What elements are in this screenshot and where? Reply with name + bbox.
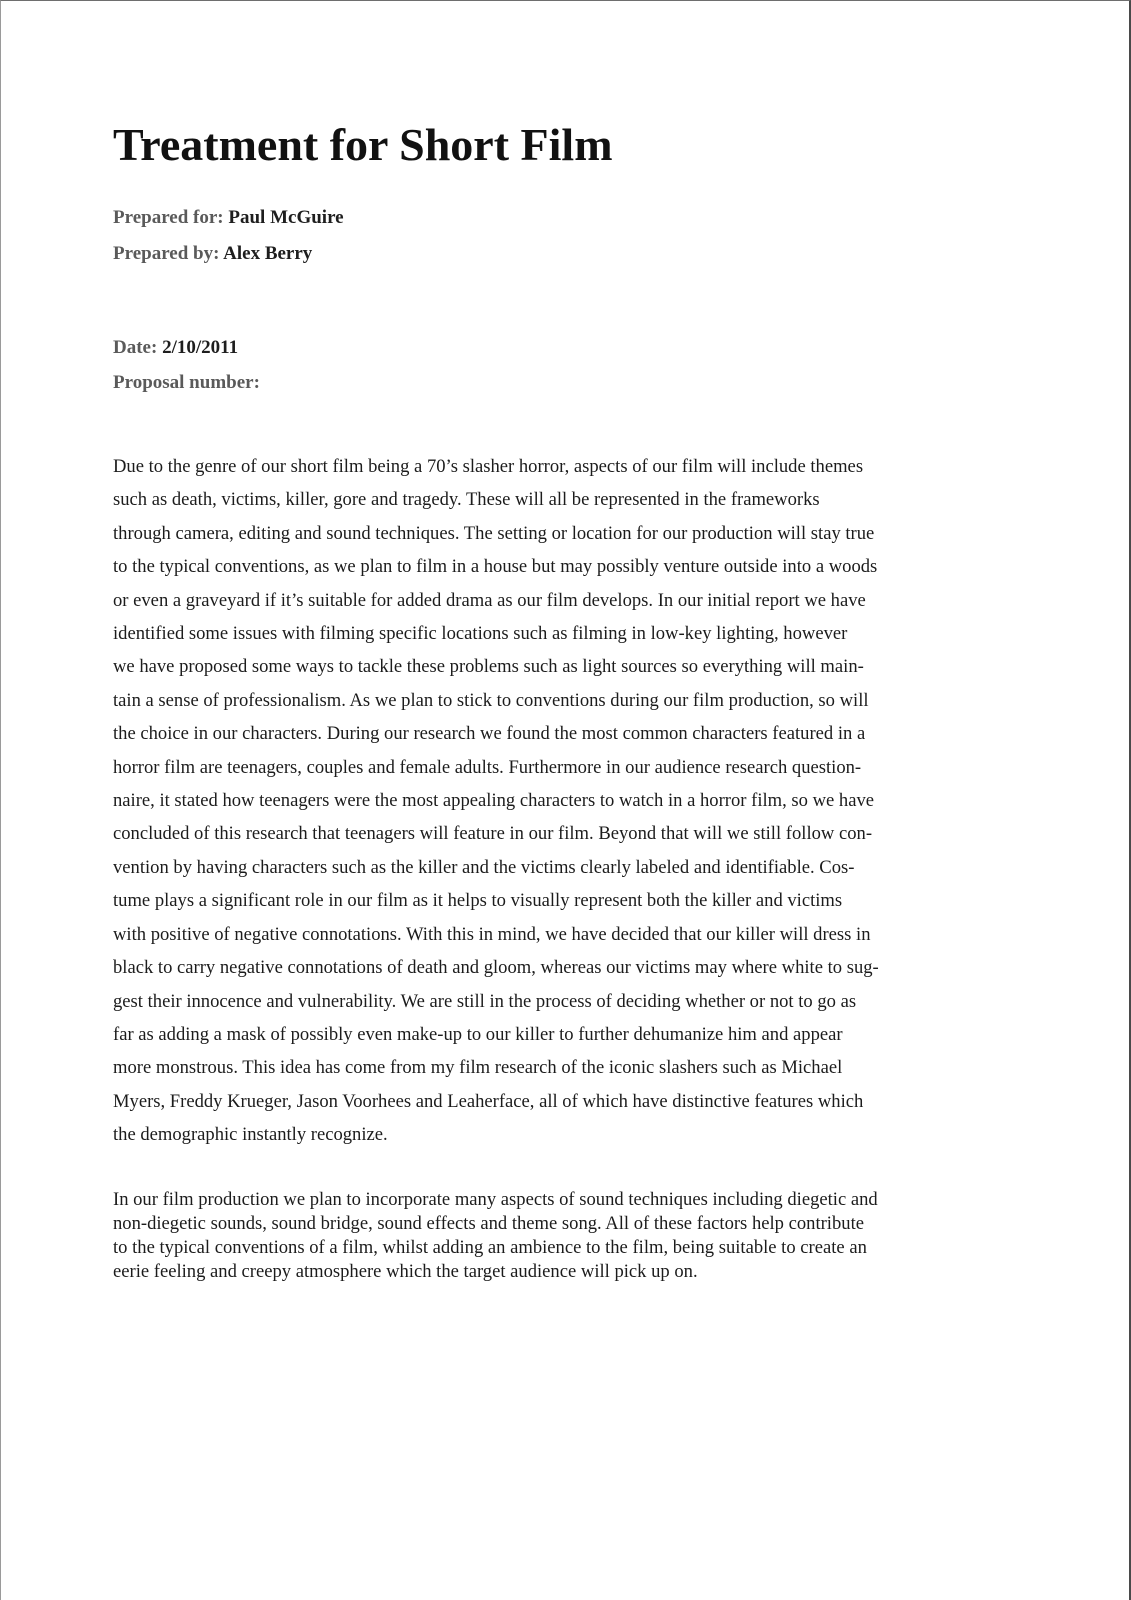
paragraph-line: tume plays a significant role in our film as it helps to visually represent both the killer and victims (113, 890, 843, 912)
paragraph-line: horror film are teenagers, couples and female adults. Furthermore in our audience research question- (113, 756, 862, 778)
paragraph-line: far as adding a mask of possibly even make-up to our killer to further dehumanize him and appear (113, 1023, 843, 1045)
paragraph-line: we have proposed some ways to tackle these problems such as light sources so everything will main- (113, 656, 864, 678)
paragraph-line: non-diegetic sounds, sound bridge, sound effects and theme song. All of these factors help contribute (113, 1213, 864, 1234)
paragraph-line: eerie feeling and creepy atmosphere which the target audience will pick up on. (113, 1261, 698, 1282)
paragraph-line: vention by having characters such as the killer and the victims clearly labeled and identifiable. Cos- (113, 856, 855, 878)
paragraph-line: identified some issues with filming specific locations such as filming in low-key lighting, however (113, 623, 848, 645)
paragraph-line: tain a sense of professionalism. As we plan to stick to conventions during our film production, so will (113, 689, 869, 711)
paragraph-line: Myers, Freddy Krueger, Jason Voorhees and Leaherface, all of which have distinctive features which (113, 1090, 864, 1112)
paragraph-line: more monstrous. This idea has come from my film research of the iconic slashers such as Michael (113, 1057, 843, 1079)
prepared-for-label: Prepared for: (113, 207, 224, 228)
paragraph-genre-and-characters (113, 450, 975, 1152)
date-line (113, 335, 238, 361)
prepared-by-value: Alex Berry (223, 243, 313, 264)
document-title: Treatment for Short Film (113, 119, 613, 170)
paragraph-line: Due to the genre of our short film being a 70’s slasher horror, aspects of our film will include themes (113, 456, 864, 477)
prepared-for-value: Paul McGuire (228, 207, 344, 228)
prepared-for-line (113, 205, 344, 231)
date-value: 2/10/2011 (162, 337, 239, 358)
prepared-by-line (113, 241, 312, 267)
paragraph-sound-techniques (113, 1188, 975, 1284)
proposal-number-label: Proposal number: (113, 372, 260, 393)
paragraph-line: black to carry negative connotations of death and gloom, whereas our victims may where white to sug- (113, 957, 879, 979)
paragraph-line: to the typical conventions of a film, whilst adding an ambience to the film, being suitable to create an (113, 1237, 867, 1258)
paragraph-line: through camera, editing and sound techniques. The setting or location for our production will stay true (113, 522, 875, 544)
paragraph-line: In our film production we plan to incorporate many aspects of sound techniques including diegetic and (113, 1189, 878, 1210)
paragraph-line: naire, it stated how teenagers were the most appealing characters to watch in a horror film, so we have (113, 790, 875, 812)
paragraph-line: the choice in our characters. During our research we found the most common characters featured in a (113, 723, 866, 745)
paragraph-line: to the typical conventions, as we plan to film in a house but may possibly venture outside into a woods (113, 556, 878, 578)
paragraph-line: gest their innocence and vulnerability. We are still in the process of deciding whether or not to go as (113, 990, 857, 1012)
date-label: Date: (113, 337, 158, 358)
paragraph-line: with positive of negative connotations. With this in mind, we have decided that our killer will dress in (113, 923, 871, 945)
prepared-by-label: Prepared by: (113, 243, 220, 264)
paragraph-line: the demographic instantly recognize. (113, 1124, 388, 1146)
paragraph-line: or even a graveyard if it’s suitable for added drama as our film develops. In our initial report we have (113, 589, 866, 611)
paragraph-line: such as death, victims, killer, gore and tragedy. These will all be represented in the frameworks (113, 489, 820, 511)
proposal-number-line (113, 370, 260, 396)
paragraph-line: concluded of this research that teenagers will feature in our film. Beyond that will we still follow con- (113, 823, 873, 845)
